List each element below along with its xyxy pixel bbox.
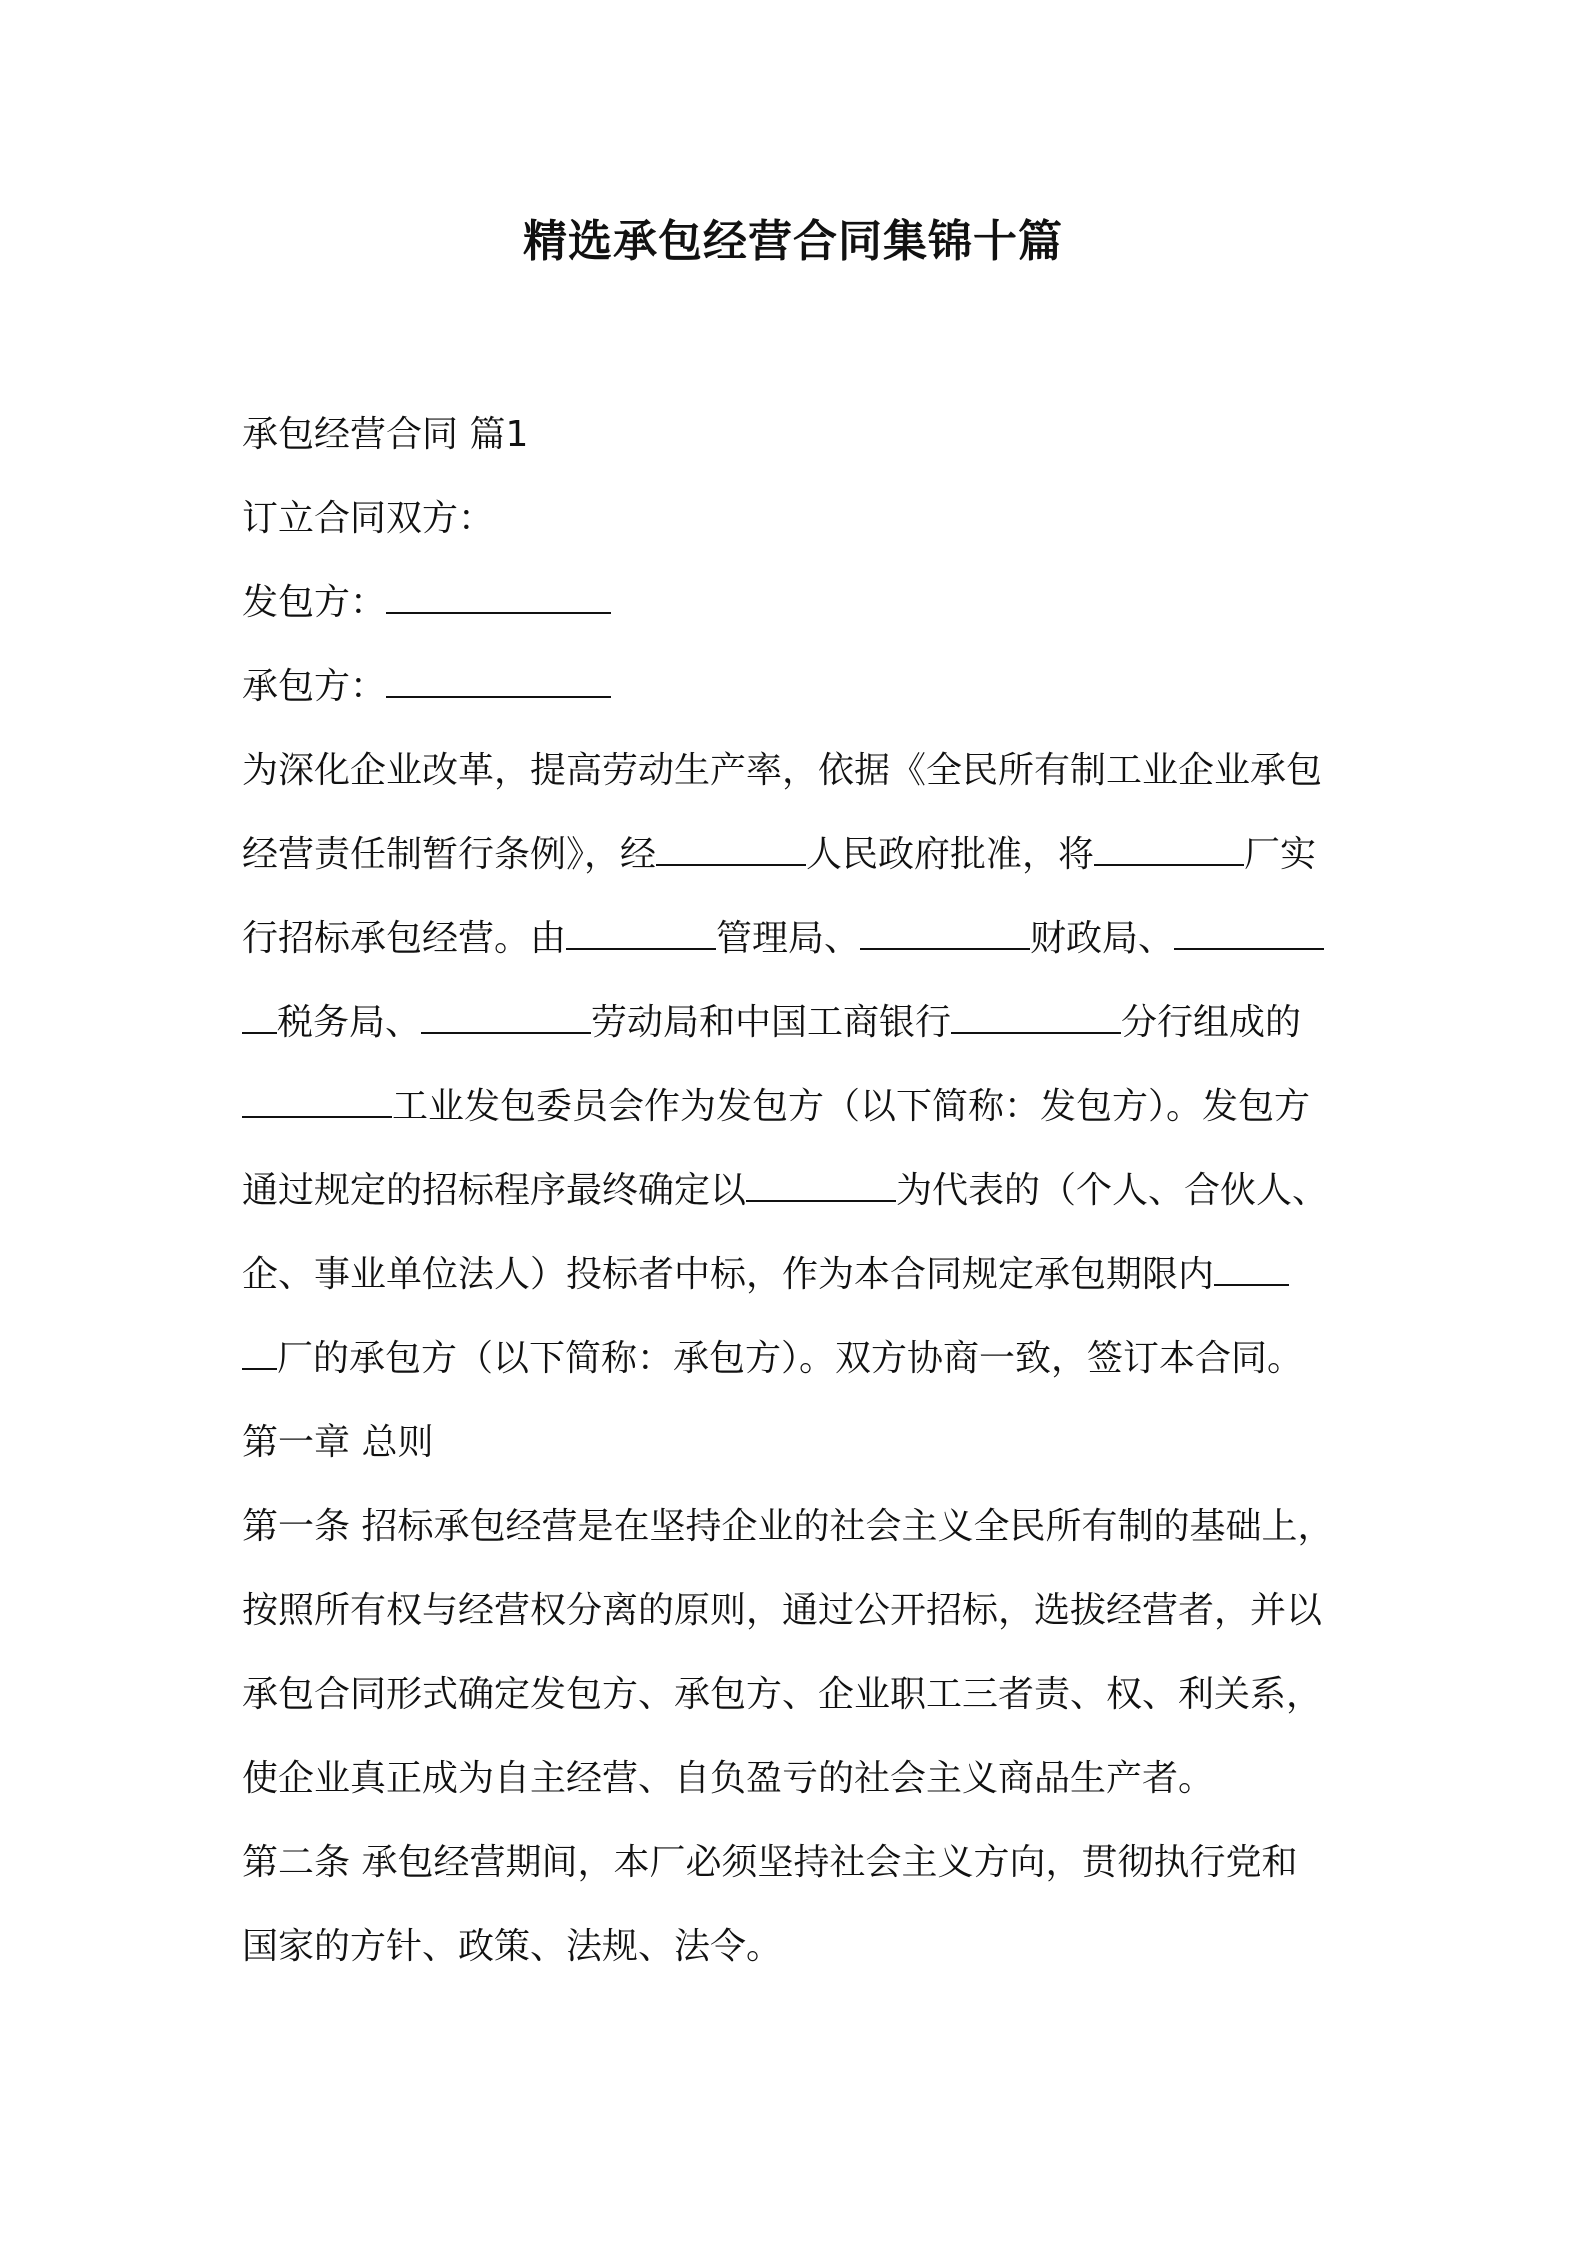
preamble-text: 分行组成的 [1121, 1002, 1302, 1043]
preamble-line-3 [242, 914, 1324, 964]
preamble-line-5 [242, 1082, 1310, 1132]
party-a-blank [386, 578, 611, 614]
chapter-heading: 第一章 总则 [242, 1422, 434, 1463]
article1-line-4: 使企业真正成为自主经营、自负盈亏的社会主义商品生产者。 [242, 1758, 1215, 1799]
preamble-text: 行招标承包经营。由 [242, 918, 567, 959]
preamble-text: 厂的承包方（以下简称：承包方）。双方协商一致，签订本合同。 [277, 1338, 1304, 1379]
document-title: 精选承包经营合同集锦十篇 [523, 216, 1063, 267]
article1-line-1: 第一条 招标承包经营是在坚持企业的社会主义全民所有制的基础上， [242, 1506, 1334, 1547]
fill-blank [746, 1166, 896, 1202]
preamble-line-4 [242, 998, 1301, 1048]
section-heading: 承包经营合同 篇1 [242, 414, 529, 455]
fill-blank [1174, 914, 1324, 950]
party-b-line [242, 662, 611, 712]
party-a-label: 发包方： [242, 582, 387, 623]
fill-blank [951, 998, 1121, 1034]
party-b-blank [386, 662, 611, 698]
preamble-line-2 [242, 830, 1316, 880]
fill-blank [242, 998, 277, 1034]
fill-blank [860, 914, 1030, 950]
fill-blank [1094, 830, 1244, 866]
preamble-text: 为代表的（个人、合伙人、 [896, 1170, 1329, 1211]
preamble-text: 经营责任制暂行条例》，经 [242, 834, 657, 875]
preamble-line-1: 为深化企业改革，提高劳动生产率，依据《全民所有制工业企业承包 [242, 750, 1323, 791]
article1-line-3: 承包合同形式确定发包方、承包方、企业职工三者责、权、利关系， [242, 1674, 1323, 1715]
article1-line-2: 按照所有权与经营权分离的原则，通过公开招标，选拔经营者，并以 [242, 1590, 1323, 1631]
preamble-text: 通过规定的招标程序最终确定以 [242, 1170, 747, 1211]
fill-blank [242, 1334, 277, 1370]
fill-blank [1214, 1250, 1289, 1286]
article2-line-1: 第二条 承包经营期间，本厂必须坚持社会主义方向，贯彻执行党和 [242, 1842, 1298, 1883]
preamble-line-6 [242, 1166, 1328, 1216]
article2-line-2: 国家的方针、政策、法规、法令。 [242, 1926, 783, 1967]
preamble-text: 税务局、 [277, 1002, 422, 1043]
fill-blank [566, 914, 716, 950]
fill-blank [421, 998, 591, 1034]
party-b-label: 承包方： [242, 666, 387, 707]
preamble-text: 厂实 [1244, 834, 1317, 875]
fill-blank [242, 1082, 392, 1118]
fill-blank [656, 830, 806, 866]
preamble-text: 劳动局和中国工商银行 [591, 1002, 952, 1043]
preamble-line-8 [242, 1334, 1303, 1384]
preamble-text: 工业发包委员会作为发包方（以下简称：发包方）。发包方 [392, 1086, 1311, 1127]
preamble-line-7 [242, 1250, 1289, 1300]
preamble-text: 财政局、 [1030, 918, 1175, 959]
preamble-text: 企、事业单位法人）投标者中标，作为本合同规定承包期限内 [242, 1254, 1215, 1295]
preamble-text: 管理局、 [716, 918, 861, 959]
parties-intro: 订立合同双方： [242, 498, 495, 539]
preamble-text: 人民政府批准，将 [806, 834, 1095, 875]
party-a-line [242, 578, 611, 628]
